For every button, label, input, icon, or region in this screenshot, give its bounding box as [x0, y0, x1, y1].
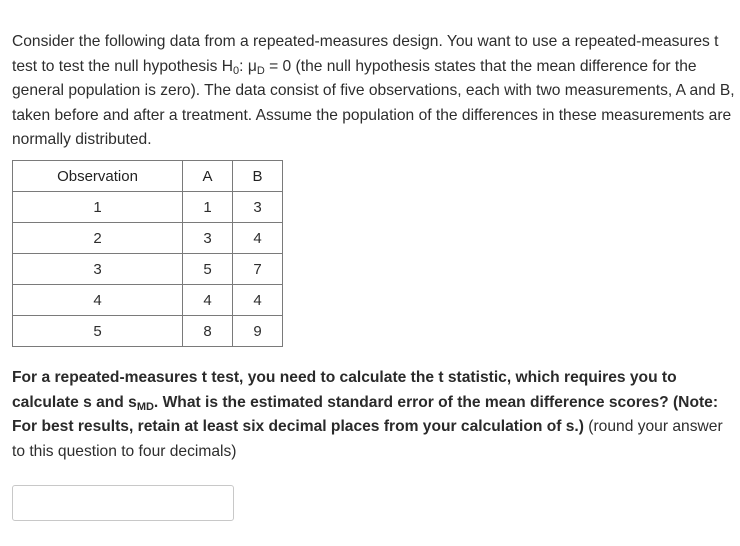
cell-b: 9	[233, 316, 283, 347]
cell-observation: 5	[13, 316, 183, 347]
problem-intro	[12, 30, 736, 153]
cell-a: 8	[183, 316, 233, 347]
cell-b: 3	[233, 192, 283, 223]
md-subscript: MD	[136, 400, 154, 413]
header-b: B	[233, 161, 283, 192]
cell-b: 4	[233, 285, 283, 316]
header-a: A	[183, 161, 233, 192]
header-observation: Observation	[13, 161, 183, 192]
question-instruction: (round your answer to this question to four decimals)	[12, 418, 723, 460]
question-text	[12, 366, 736, 464]
cell-b: 4	[233, 223, 283, 254]
cell-observation: 2	[13, 223, 183, 254]
intro-text-1: Consider the following data from a repeated-measures design. You want to use a repeated-measures t test to test the null hypothesis H	[12, 33, 719, 75]
cell-a: 4	[183, 285, 233, 316]
question-bold-2: . What is the estimated standard error of the mean difference scores? (Note: For best results, retain at least six decimal places from your calculation of s.)	[12, 393, 719, 435]
table-row	[13, 223, 283, 254]
cell-a: 1	[183, 192, 233, 223]
answer-input[interactable]	[12, 485, 234, 521]
intro-text-2: : μ	[239, 57, 257, 75]
cell-a: 5	[183, 254, 233, 285]
table-row	[13, 254, 283, 285]
cell-b: 7	[233, 254, 283, 285]
cell-a: 3	[183, 223, 233, 254]
cell-observation: 3	[13, 254, 183, 285]
h-subscript: 0	[233, 64, 240, 77]
cell-observation: 4	[13, 285, 183, 316]
cell-observation: 1	[13, 192, 183, 223]
data-table	[12, 160, 283, 347]
table-header-row	[13, 161, 283, 192]
table-row	[13, 192, 283, 223]
table-row	[13, 285, 283, 316]
table-row	[13, 316, 283, 347]
mu-subscript: D	[256, 64, 265, 77]
intro-text-3: = 0 (the null hypothesis states that the mean difference for the general population is zero). The data consist of five observations, each with two measurements, A and B, taken before and after a treatment. Assume the population of the differences in these measurements are normally distributed.	[12, 57, 735, 148]
question-bold-1: For a repeated-measures t test, you need to calculate the t statistic, which requires you to calculate s and s	[12, 369, 677, 411]
